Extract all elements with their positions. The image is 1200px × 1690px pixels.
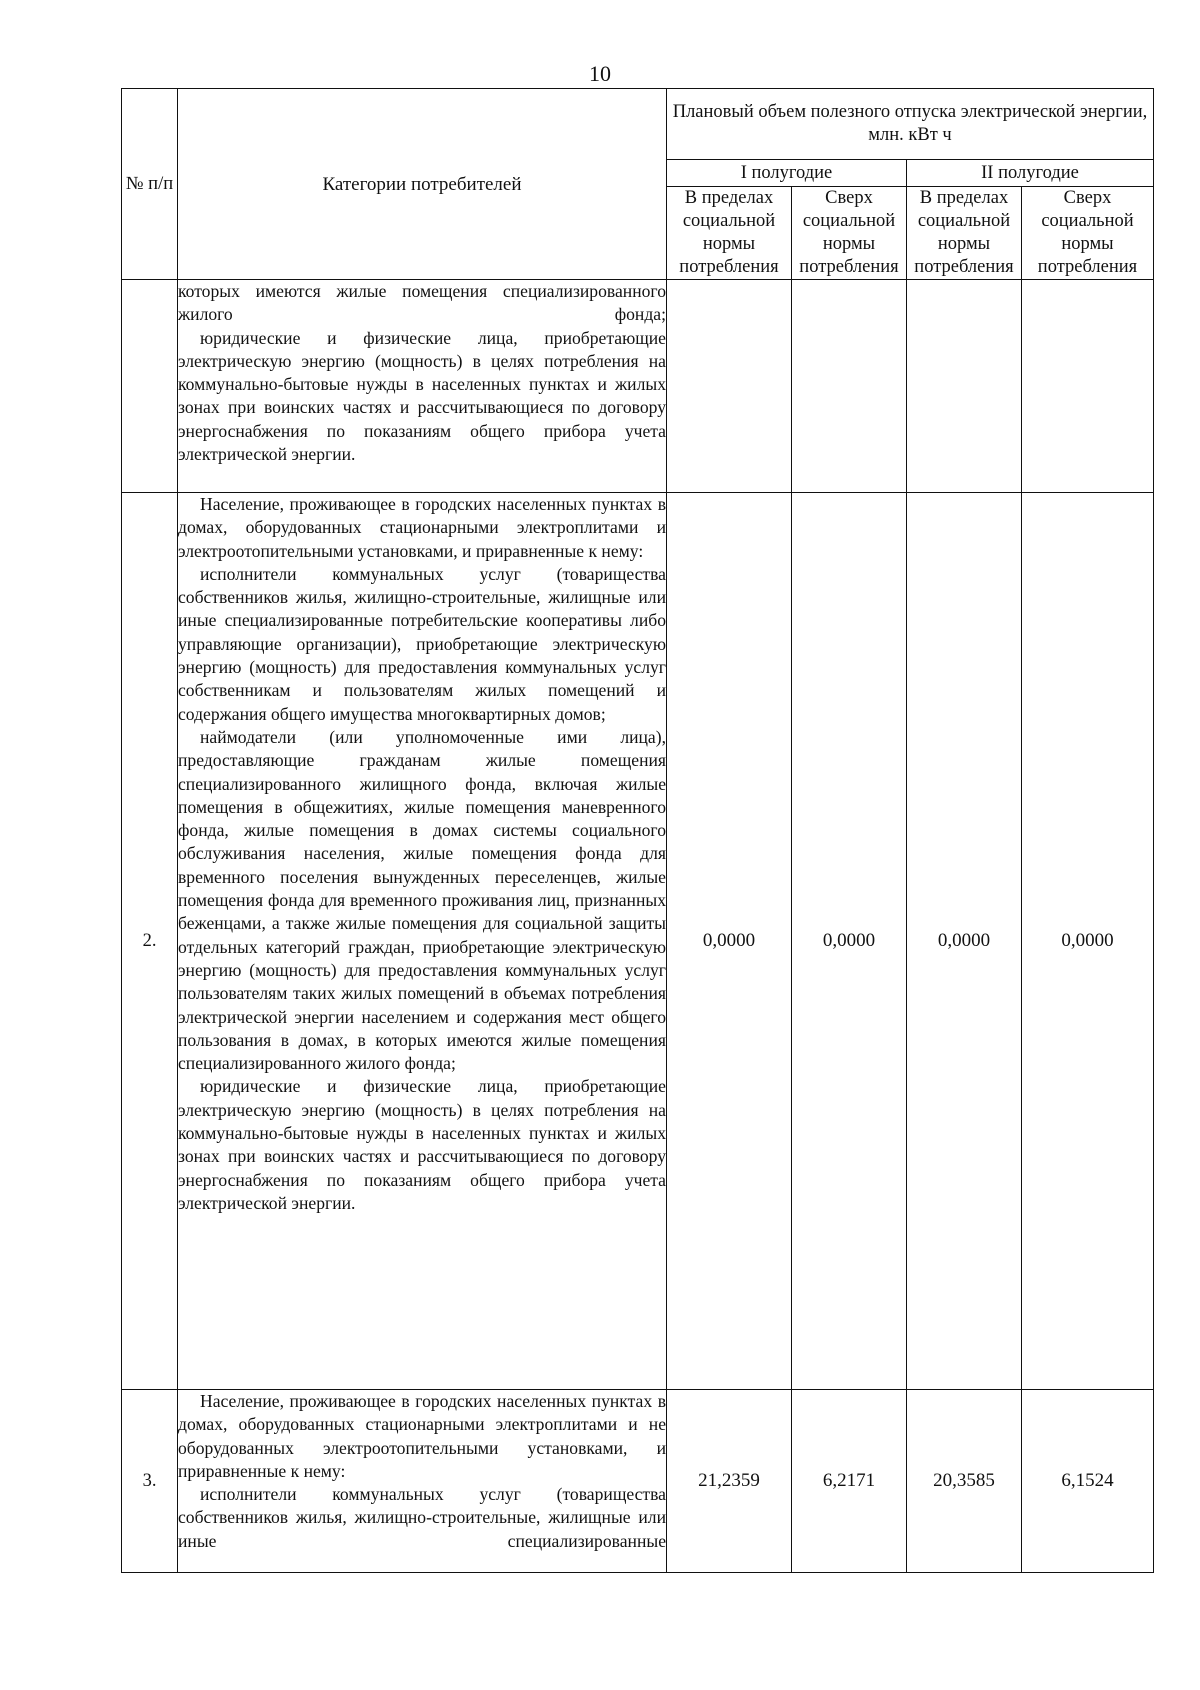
category-cell [178, 280, 667, 493]
header-half-2: II полугодие [907, 160, 1154, 187]
header-category: Категории потребителей [178, 89, 667, 280]
table-row [122, 1390, 1154, 1573]
category-cell [178, 493, 667, 1390]
value-h2-within [907, 280, 1022, 493]
category-paragraph: Население, проживающее в городских населенных пунктах в домах, оборудованных стационарными электроплитами и электроотопительными установками, и приравненные к нему: [178, 494, 666, 561]
page-number: 10 [589, 61, 611, 86]
category-paragraph: юридические и физические лица, приобретающие электрическую энергию (мощность) в целях потребления на коммунально-бытовые нужды в населенных пунктах и жилых зонах при воинских частях и рассчитывающиеся по договору энергоснабжения по показаниям общего прибора учета электрической энергии. [178, 327, 666, 465]
category-paragraph: исполнители коммунальных услуг (товарищества собственников жилья, жилищно-строительные, жилищные или иные специализированные потребительские кооперативы либо управляющие организации), приобретающие электрическую энергию (мощность) для предоставления коммунальных услуг собственникам и пользователям жилых помещений и содержания общего имущества многоквартирных домов; [178, 563, 666, 724]
header-volume-title: Плановый объем полезного отпуска электрической энергии, млн. кВт ч [667, 89, 1154, 160]
value-h1-within [667, 280, 792, 493]
value-h1-within: 21,2359 [667, 1390, 792, 1573]
category-paragraph: юридические и физические лица, приобретающие электрическую энергию (мощность) в целях потребления на коммунально-бытовые нужды в населенных пунктах и жилых зонах при воинских частях и рассчитывающиеся по договору энергоснабжения по показаниям общего прибора учета электрической энергии. [178, 1076, 666, 1213]
value-h2-above: 6,1524 [1022, 1390, 1154, 1573]
consumption-table [121, 88, 1154, 1573]
category-paragraph: Население, проживающее в городских населенных пунктах в домах, оборудованных стационарными электроплитами и не оборудованных электроотопительными установками, и приравненные к нему: [178, 1391, 666, 1481]
row-number [122, 280, 178, 493]
category-cell [178, 1390, 667, 1573]
table-row [122, 280, 1154, 493]
value-h1-above [792, 280, 907, 493]
header-half2-above-norm: Сверх социальной нормы потребления [1022, 187, 1154, 280]
category-paragraph: исполнители коммунальных услуг (товарищества собственников жилья, жилищно-строительные, жилищные или иные специализированные [178, 1484, 666, 1551]
value-h1-within: 0,0000 [667, 493, 792, 1390]
category-paragraph: которых имеются жилые помещения специализированного жилого фонда; [178, 281, 666, 325]
row-number: 2. [122, 493, 178, 1390]
value-h2-above: 0,0000 [1022, 493, 1154, 1390]
category-paragraph: наймодатели (или уполномоченные ими лица), предоставляющие гражданам жилые помещения специализированного жилищного фонда, включая жилые помещения в общежитиях, жилые помещения маневренного фонда, жилые помещения в домах системы социального обслуживания населения, жилые помещения фонда для временного поселения вынужденных переселенцев, жилые помещения фонда для временного проживания лиц, признанных беженцами, а также жилые помещения для социальной защиты отдельных категорий граждан, приобретающие электрическую энергию (мощность) для предоставления коммунальных услуг пользователям таких жилых помещений в объемах потребления электрической энергии населением и содержания мест общего пользования в домах, в которых имеются жилые помещения специализированного жилого фонда; [178, 726, 666, 1074]
value-h1-above: 0,0000 [792, 493, 907, 1390]
value-h2-above [1022, 280, 1154, 493]
value-h2-within: 0,0000 [907, 493, 1022, 1390]
header-num: № п/п [122, 89, 178, 280]
header-half-1: I полугодие [667, 160, 907, 187]
header-half1-within-norm: В пределах социальной нормы потребления [667, 187, 792, 280]
table-row [122, 493, 1154, 1390]
header-half1-above-norm: Сверх социальной нормы потребления [792, 187, 907, 280]
value-h2-within: 20,3585 [907, 1390, 1022, 1573]
value-h1-above: 6,2171 [792, 1390, 907, 1573]
header-half2-within-norm: В пределах социальной нормы потребления [907, 187, 1022, 280]
row-number: 3. [122, 1390, 178, 1573]
